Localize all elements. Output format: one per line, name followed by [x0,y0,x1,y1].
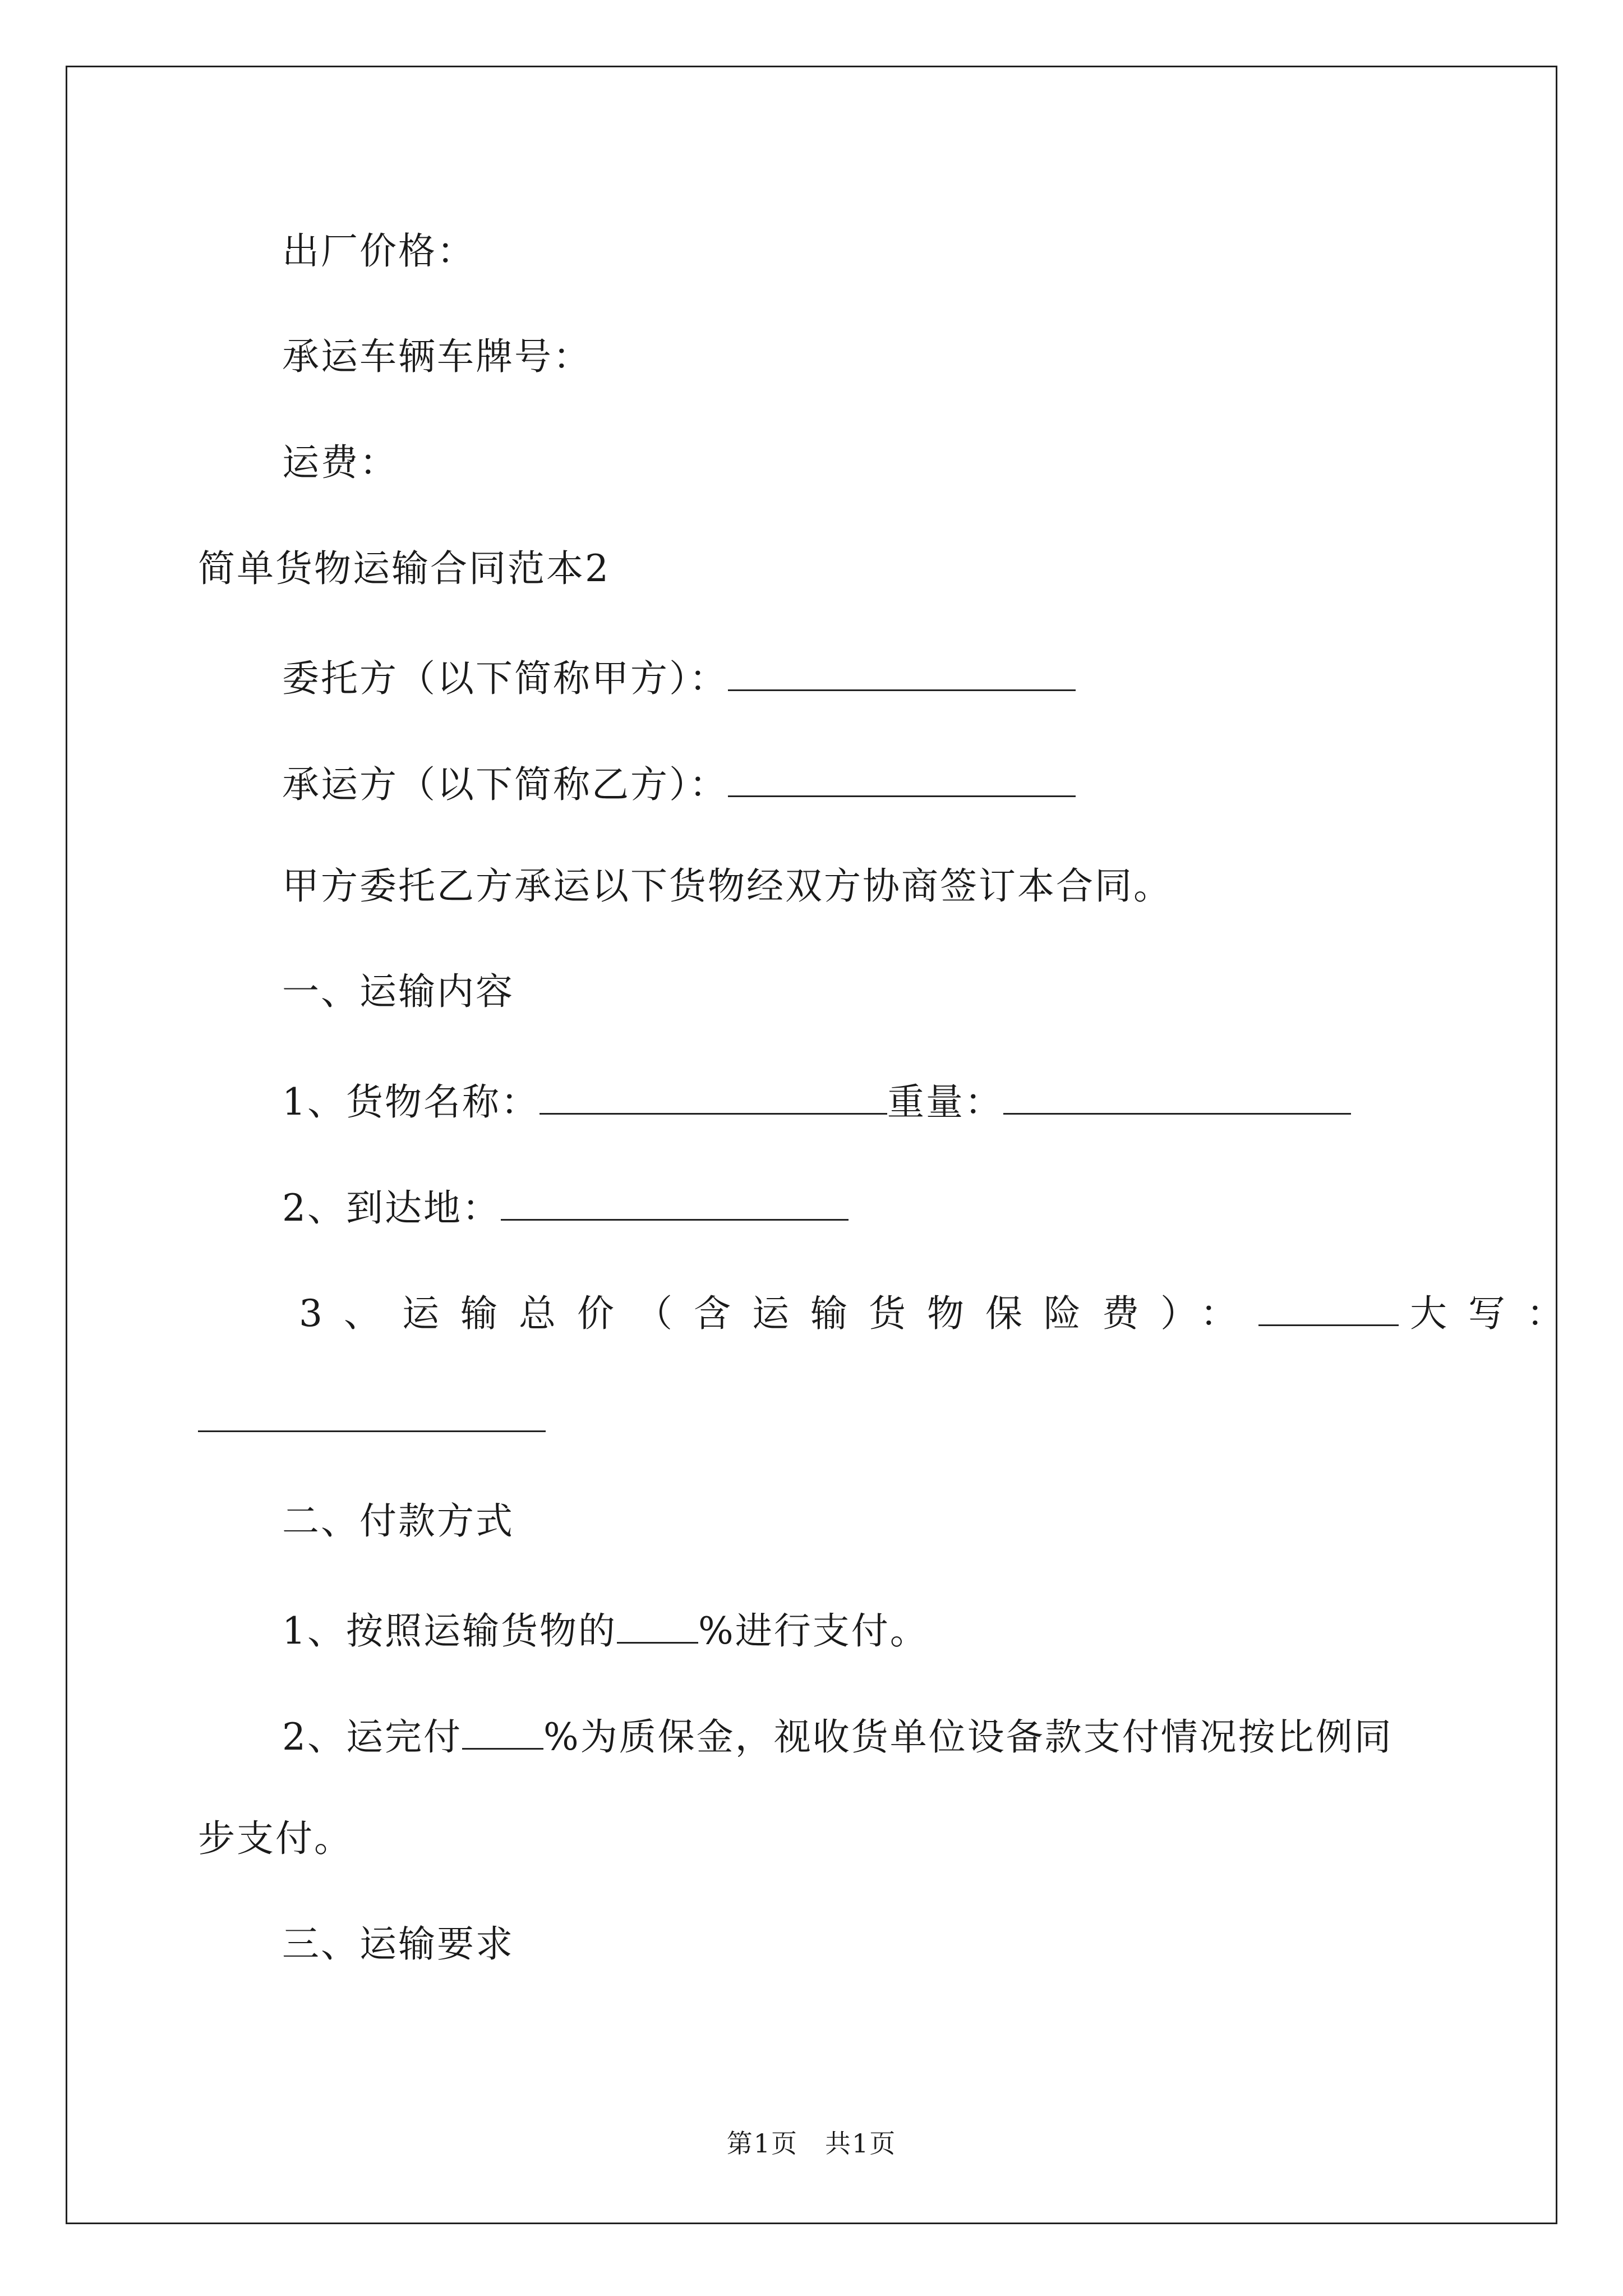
heading-transport-content: 一、运输内容 [282,970,514,1013]
page-border [66,66,1557,2224]
party-a-label: 委托方（以下简称甲方）： [282,657,728,700]
goods-name-line [282,1079,1351,1124]
freight-label: 运费： [282,441,398,484]
payment-item-2 [282,1714,1393,1759]
amount-in-words-line [198,1397,546,1438]
page-footer: 第1页 共1页 [726,2128,897,2159]
destination-line [282,1185,849,1230]
amount-in-words-blank[interactable] [198,1397,546,1432]
vehicle-plate-label: 承运车辆车牌号： [282,335,592,378]
goods-name-label: 1、货物名称： [282,1080,540,1124]
factory-price-label: 出厂价格： [282,229,476,273]
payment-item-1-prefix: 1、按照运输货物的 [282,1609,617,1653]
party-a-line [282,656,1076,700]
goods-name-blank[interactable] [540,1079,887,1115]
deposit-percent-blank[interactable] [462,1714,543,1750]
party-b-line [282,762,1076,806]
party-b-label: 承运方（以下简称乙方）： [282,763,728,806]
section-title: 简单货物运输合同范本2 [198,547,610,590]
payment-item-2-prefix: 2、运完付 [282,1715,462,1759]
heading-payment-method: 二、付款方式 [282,1499,514,1543]
payment-item-2-continued: 步支付。 [198,1817,353,1860]
payment-item-2-suffix: %为质保金，视收货单位设备款支付情况按比例同 [543,1715,1393,1759]
total-price-label: 3、运输总价（含运输货物保险费）： [299,1292,1258,1335]
party-a-blank[interactable] [728,656,1076,691]
contract-intro: 甲方委托乙方承运以下货物经双方协商签订本合同。 [282,864,1172,908]
destination-blank[interactable] [501,1185,849,1221]
payment-item-1-suffix: %进行支付。 [698,1609,929,1653]
total-price-blank[interactable] [1258,1291,1399,1326]
payment-item-1 [282,1608,929,1653]
total-price-line [299,1291,1585,1335]
payment-percent-blank[interactable] [617,1608,698,1644]
heading-transport-requirements: 三、运输要求 [282,1922,514,1966]
weight-blank[interactable] [1003,1079,1351,1115]
amount-in-words-label: 大写： [1410,1292,1585,1335]
party-b-blank[interactable] [728,762,1076,797]
destination-label: 2、到达地： [282,1186,501,1230]
weight-label: 重量： [887,1080,1003,1124]
